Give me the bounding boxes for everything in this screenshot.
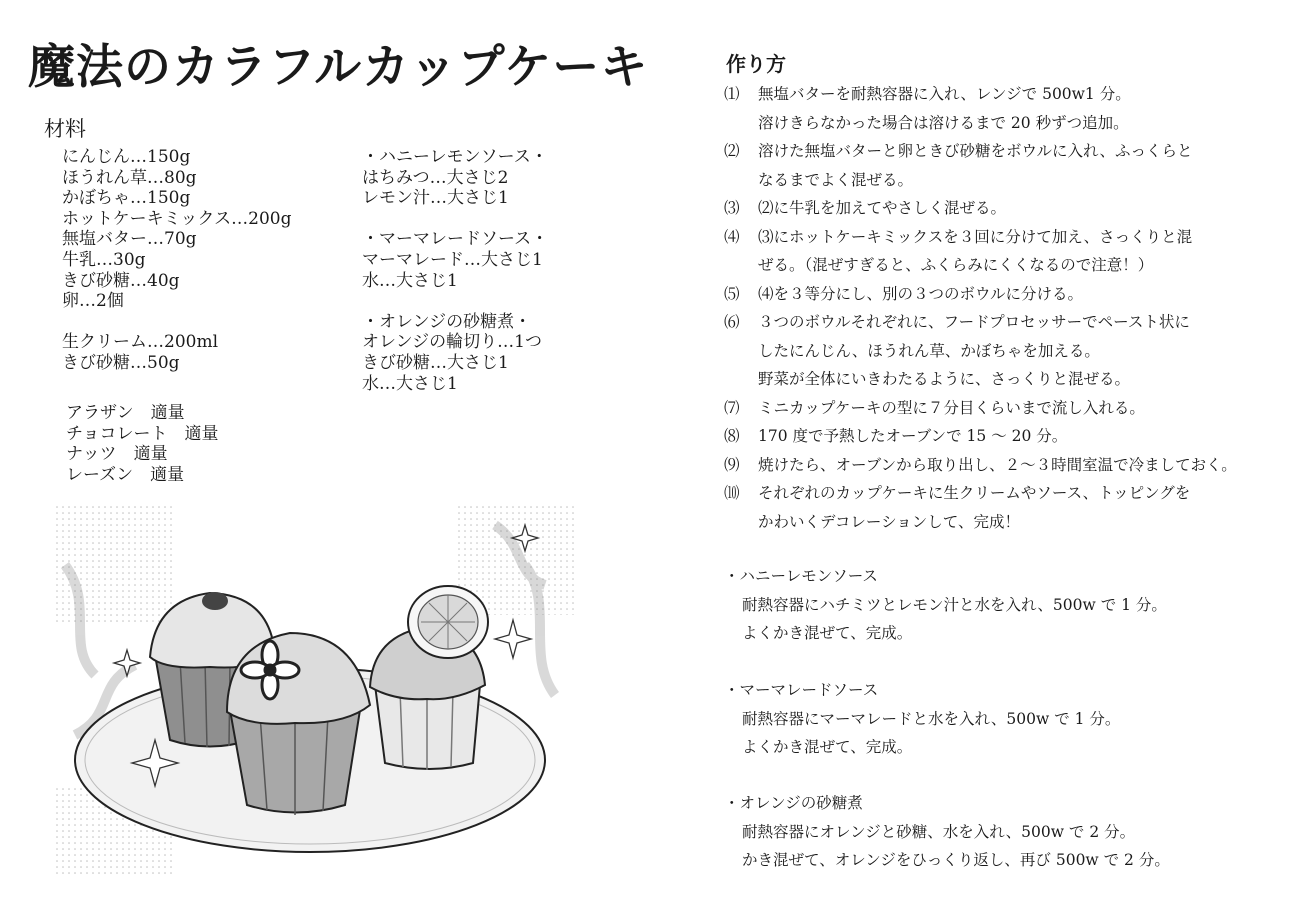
step xyxy=(724,308,1284,394)
step-text: ぜる。（混ぜすぎると、ふくらみにくくなるので注意！） xyxy=(758,256,1154,274)
topping-item: チョコレート 適量 xyxy=(66,423,219,444)
step xyxy=(724,137,1284,194)
topping-item: レーズン 適量 xyxy=(66,464,185,485)
step-number: ⑼ xyxy=(724,455,740,474)
step-number: ⑷ xyxy=(724,227,740,246)
sauce-text: よくかき混ぜて、完成。 xyxy=(742,624,913,642)
sauce-section-marmalade xyxy=(724,676,1120,762)
topping-item: ナッツ 適量 xyxy=(66,444,168,465)
ingredient-item: はちみつ…大さじ2 xyxy=(362,167,509,188)
ingredient-item: ホットケーキミックス…200g xyxy=(62,208,292,229)
step-text: 溶けきらなかった場合は溶けるまで 20 秒ずつ追加。 xyxy=(758,113,1129,132)
sauce-title: ・オレンジの砂糖煮 xyxy=(724,794,863,812)
step-text: 無塩バターを耐熱容器に入れ、レンジで 500w1 分。 xyxy=(758,85,1131,103)
step-text: それぞれのカップケーキに生クリームやソース、トッピングを xyxy=(758,484,1191,502)
step xyxy=(724,194,1284,223)
page-title: 魔法のカラフルカップケーキ xyxy=(28,40,649,95)
ingredient-item: にんじん…150g xyxy=(62,147,191,167)
step xyxy=(724,280,1284,309)
step-text: 170 度で予熱したオーブンで 15 ～ 20 分。 xyxy=(758,427,1068,445)
topping-item: アラザン 適量 xyxy=(66,403,185,423)
ingredient-item: マーマレード…大さじ1 xyxy=(362,249,543,270)
method-steps xyxy=(724,80,1284,536)
spacer xyxy=(362,209,548,230)
sauce-title: ・ハニーレモンソース xyxy=(724,567,878,585)
ingredient-item: きび砂糖…50g xyxy=(62,352,180,373)
step-text: 野菜が全体にいきわたるように、さっくりと混ぜる。 xyxy=(758,370,1131,388)
sauce-text: 耐熱容器にハチミツとレモン汁と水を入れ、500w で 1 分。 xyxy=(742,595,1167,614)
step-text: ミニカップケーキの型に７分目くらいまで流し入れる。 xyxy=(758,398,1145,417)
spacer xyxy=(62,312,291,333)
step-number: ⑽ xyxy=(724,484,740,502)
sauce-text: よくかき混ぜて、完成。 xyxy=(742,738,913,756)
step xyxy=(724,223,1284,280)
sauce-ingredient-heading: ・マーマレードソース・ xyxy=(362,229,549,250)
sauce-ingredient-heading: ・オレンジの砂糖煮・ xyxy=(362,311,532,332)
ingredient-item: 無塩バター…70g xyxy=(62,229,197,250)
sauce-section-honey-lemon xyxy=(724,562,1167,648)
sauce-text: 耐熱容器にマーマレードと水を入れ、500w で 1 分。 xyxy=(742,709,1121,728)
ingredient-item: 牛乳…30g xyxy=(62,249,146,270)
ingredient-item: かぼちゃ…150g xyxy=(62,188,191,209)
step xyxy=(724,451,1284,480)
step-text: ３つのボウルそれぞれに、フードプロセッサーでペースト状に xyxy=(758,313,1190,331)
step-text: 溶けた無塩バターと卵ときび砂糖をボウルに入れ、ふっくらと xyxy=(758,142,1193,160)
cupcakes-illustration xyxy=(55,505,575,875)
step-text: かわいくデコレーションして、完成！ xyxy=(758,512,1020,531)
step-number: ⑺ xyxy=(724,398,740,417)
sauce-title: ・マーマレードソース xyxy=(724,681,879,699)
ingredients-list-sauces xyxy=(362,147,548,394)
ingredient-item: きび砂糖…40g xyxy=(62,270,180,291)
cupcake-front xyxy=(227,633,370,815)
cupcake-right xyxy=(370,586,488,770)
step-text: ⑵に牛乳を加えてやさしく混ぜる。 xyxy=(758,199,1007,217)
step-number: ⑴ xyxy=(724,85,740,103)
sauce-text: 耐熱容器にオレンジと砂糖、水を入れ、500w で 2 分。 xyxy=(742,822,1136,841)
sauce-text: かき混ぜて、オレンジをひっくり返し、再び 500w で 2 分。 xyxy=(742,851,1170,869)
step-number: ⑸ xyxy=(724,284,740,303)
ingredients-list-main xyxy=(62,147,291,374)
step-text: 焼けたら、オーブンから取り出し、２～３時間室温で冷ましておく。 xyxy=(758,455,1237,474)
step-text: ⑷を３等分にし、別の３つのボウルに分ける。 xyxy=(758,284,1084,303)
ingredient-item: 水…大さじ1 xyxy=(362,270,458,291)
step-text: ⑶にホットケーキミックスを３回に分けて加え、さっくりと混 xyxy=(758,227,1193,246)
step-number: ⑻ xyxy=(724,427,740,445)
step xyxy=(724,80,1284,137)
ingredient-item: オレンジの輪切り…1つ xyxy=(362,332,542,353)
spacer xyxy=(362,291,548,312)
ingredient-item: 生クリーム…200ml xyxy=(62,332,219,353)
ingredient-item: 卵…2個 xyxy=(62,291,124,312)
method-heading: 作り方 xyxy=(726,52,786,76)
ingredient-item: 水…大さじ1 xyxy=(362,373,458,394)
ingredient-item: レモン汁…大さじ1 xyxy=(362,188,509,209)
ingredient-item: ほうれん草…80g xyxy=(62,167,197,188)
step xyxy=(724,479,1284,536)
ingredients-heading: 材料 xyxy=(44,117,86,141)
step-number: ⑹ xyxy=(724,313,740,331)
step-number: ⑵ xyxy=(724,142,740,160)
step xyxy=(724,394,1284,423)
ingredient-item: きび砂糖…大さじ1 xyxy=(362,352,509,373)
step-text: なるまでよく混ぜる。 xyxy=(758,170,914,189)
step xyxy=(724,422,1284,451)
toppings-list xyxy=(66,403,219,485)
step-number: ⑶ xyxy=(724,199,740,217)
sauce-section-candied-orange xyxy=(724,789,1170,875)
step-text: したにんじん、ほうれん草、かぼちゃを加える。 xyxy=(758,341,1100,360)
sauce-ingredient-heading: ・ハニーレモンソース・ xyxy=(362,147,548,167)
